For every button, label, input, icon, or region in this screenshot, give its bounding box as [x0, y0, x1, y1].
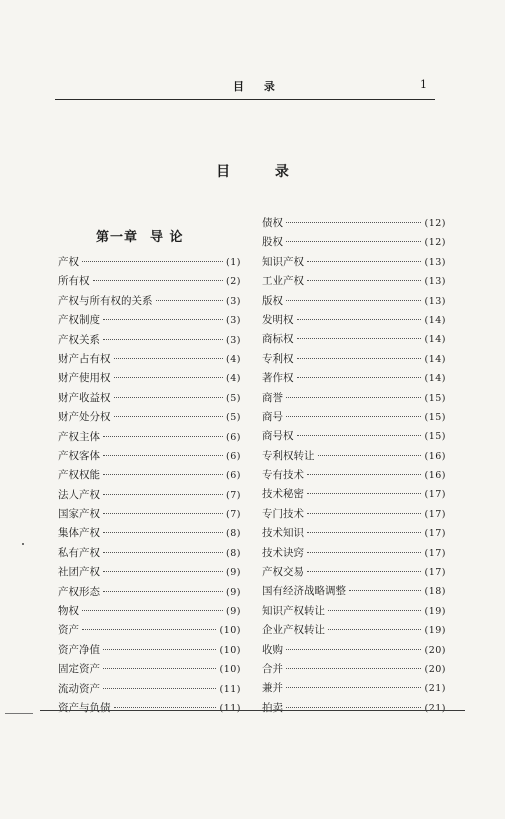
- toc-entry-page: (14): [424, 314, 446, 326]
- toc-leader-dots: [297, 434, 422, 436]
- toc-entry: [262, 524, 446, 543]
- toc-entry-page: (13): [424, 276, 446, 288]
- toc-entry-page: (5): [226, 412, 241, 424]
- toc-entry-page: (17): [424, 528, 446, 540]
- toc-entry-term: 资产: [58, 624, 79, 637]
- toc-entry-term: 发明权: [262, 313, 294, 326]
- header-rule: [55, 99, 435, 100]
- toc-leader-dots: [82, 260, 223, 262]
- toc-entry-term: 产权关系: [58, 333, 100, 346]
- toc-leader-dots: [103, 551, 223, 553]
- toc-leader-dots: [286, 686, 421, 688]
- toc-entry-page: (11): [219, 702, 241, 714]
- toc-entry-term: 合并: [262, 662, 283, 675]
- toc-leader-dots: [103, 473, 223, 475]
- toc-entry: [58, 563, 241, 582]
- toc-entry: [262, 699, 446, 718]
- toc-entry-page: (20): [424, 644, 446, 656]
- toc-leader-dots: [307, 570, 421, 572]
- toc-entry-page: (17): [424, 489, 446, 501]
- toc-entry: [58, 311, 241, 330]
- toc-entry-term: 财产处分权: [58, 411, 111, 424]
- toc-entry-page: (4): [226, 373, 241, 385]
- toc-entry: [58, 331, 241, 350]
- scan-speck: [22, 543, 24, 545]
- toc-leader-dots: [103, 687, 216, 689]
- toc-entry-page: (18): [424, 586, 446, 598]
- toc-leader-dots: [103, 435, 223, 437]
- toc-entry-page: (16): [424, 450, 446, 462]
- toc-entry-page: (9): [226, 567, 241, 579]
- toc-entry-term: 版权: [262, 294, 283, 307]
- toc-entry-page: (6): [226, 431, 241, 443]
- toc-entry-page: (15): [424, 411, 446, 423]
- toc-leader-dots: [103, 493, 223, 495]
- toc-leader-dots: [286, 221, 421, 223]
- toc-entry-page: (16): [424, 470, 446, 482]
- toc-entry-page: (12): [424, 237, 446, 249]
- toc-entry-page: (21): [424, 683, 446, 695]
- toc-leader-dots: [156, 299, 224, 301]
- toc-entry-page: (15): [424, 392, 446, 404]
- toc-entry-term: 产权主体: [58, 430, 100, 443]
- toc-entry: [58, 583, 241, 602]
- toc-entry-term: 专门技术: [262, 507, 304, 520]
- toc-leader-dots: [307, 260, 421, 262]
- toc-entry: [262, 330, 446, 349]
- toc-leader-dots: [328, 628, 421, 630]
- toc-entry-term: 产权制度: [58, 314, 100, 327]
- toc-entry-page: (13): [424, 256, 446, 268]
- toc-entry: [262, 427, 446, 446]
- toc-entry-term: 商号权: [262, 430, 294, 443]
- toc-leader-dots: [297, 318, 422, 320]
- running-head: [0, 78, 505, 94]
- toc-entry-page: (10): [219, 644, 241, 656]
- toc-leader-dots: [307, 531, 421, 533]
- toc-entry-page: (10): [219, 625, 241, 637]
- chapter-title: 导 论: [150, 230, 184, 245]
- toc-entry: [58, 369, 241, 388]
- toc-entry-term: 法人产权: [58, 488, 100, 501]
- toc-entry-page: (14): [424, 373, 446, 385]
- toc-entry-term: 债权: [262, 217, 283, 229]
- toc-entry: [262, 350, 446, 369]
- toc-entry-page: (13): [424, 295, 446, 307]
- toc-entry: [58, 389, 241, 408]
- toc-entry: [262, 660, 446, 679]
- toc-entry: [262, 505, 446, 524]
- toc-leader-dots: [286, 415, 421, 417]
- footer-rule: [40, 710, 465, 711]
- toc-leader-dots: [103, 648, 216, 650]
- toc-leader-dots: [114, 415, 224, 417]
- toc-entry: [262, 621, 446, 640]
- toc-entry-page: (4): [226, 353, 241, 365]
- toc-entry-page: (21): [424, 702, 446, 714]
- toc-leader-dots: [103, 531, 223, 533]
- toc-entry-term: 集体产权: [58, 527, 100, 540]
- toc-leader-dots: [307, 473, 421, 475]
- toc-right-column: [262, 214, 446, 718]
- toc-entry-term: 固定资产: [58, 663, 100, 676]
- toc-leader-dots: [286, 706, 421, 708]
- toc-entry: [58, 486, 241, 505]
- toc-entry-page: (12): [424, 218, 446, 229]
- toc-leader-dots: [82, 609, 223, 611]
- toc-entry-term: 知识产权转让: [262, 604, 325, 617]
- toc-entry: [58, 292, 241, 311]
- toc-leader-dots: [286, 299, 421, 301]
- toc-entry: [262, 641, 446, 660]
- toc-leader-dots: [286, 396, 421, 398]
- toc-entry-term: 技术知识: [262, 527, 304, 540]
- toc-entry-page: (6): [226, 450, 241, 462]
- toc-leader-dots: [114, 706, 217, 708]
- toc-leader-dots: [114, 396, 224, 398]
- toc-entry-term: 股权: [262, 236, 283, 249]
- toc-entry: [262, 272, 446, 291]
- toc-entry-page: (9): [226, 606, 241, 618]
- toc-entry: [262, 253, 446, 272]
- toc-entry: [58, 428, 241, 447]
- toc-entry: [262, 602, 446, 621]
- toc-entry-term: 所有权: [58, 275, 90, 288]
- toc-entry-term: 财产占有权: [58, 352, 111, 365]
- toc-entry-page: (7): [226, 509, 241, 521]
- toc-entry: [58, 544, 241, 563]
- toc-entry-term: 专利权: [262, 352, 294, 365]
- toc-entry-term: 产权权能: [58, 469, 100, 482]
- toc-entry: [58, 602, 241, 621]
- toc-entry: [58, 621, 241, 640]
- toc-leader-dots: [93, 279, 224, 281]
- toc-leader-dots: [82, 628, 216, 630]
- toc-entry-term: 兼并: [262, 682, 283, 695]
- toc-entry-page: (17): [424, 567, 446, 579]
- toc-entry-term: 产权客体: [58, 449, 100, 462]
- toc-entry-page: (8): [226, 547, 241, 559]
- toc-leader-dots: [103, 667, 216, 669]
- toc-entry-term: 国有经济战略调整: [262, 585, 346, 598]
- toc-entry: [262, 582, 446, 601]
- page-title: 目 录: [216, 164, 309, 180]
- toc-entry-page: (20): [424, 663, 446, 675]
- toc-entry: [262, 466, 446, 485]
- toc-leader-dots: [103, 338, 223, 340]
- toc-entry-page: (3): [226, 315, 241, 327]
- toc-entry: [58, 408, 241, 427]
- toc-entry-term: 物权: [58, 605, 79, 618]
- toc-entry-term: 财产使用权: [58, 372, 111, 385]
- chapter-label: 第一章: [96, 230, 139, 245]
- toc-entry-page: (2): [226, 276, 241, 288]
- toc-entry: [262, 389, 446, 408]
- toc-entry-term: 产权形态: [58, 585, 100, 598]
- toc-entry: [58, 447, 241, 466]
- toc-entry: [58, 350, 241, 369]
- toc-leader-dots: [318, 454, 422, 456]
- toc-entry-page: (6): [226, 470, 241, 482]
- toc-leader-dots: [286, 648, 421, 650]
- toc-entry: [262, 544, 446, 563]
- toc-leader-dots: [307, 551, 421, 553]
- toc-leader-dots: [328, 609, 421, 611]
- toc-entry-page: (1): [226, 257, 241, 268]
- toc-entry-term: 财产收益权: [58, 391, 111, 404]
- toc-entry-term: 资产与负债: [58, 701, 111, 714]
- toc-entry-page: (17): [424, 547, 446, 559]
- running-head-title: 目 录: [233, 80, 283, 93]
- toc-leader-dots: [297, 357, 422, 359]
- toc-entry-page: (9): [226, 586, 241, 598]
- toc-entry: [262, 292, 446, 311]
- toc-left-column: [58, 253, 241, 718]
- toc-entry: [58, 660, 241, 679]
- toc-entry: [58, 466, 241, 485]
- toc-entry: [262, 408, 446, 427]
- toc-leader-dots: [307, 279, 421, 281]
- toc-entry: [262, 447, 446, 466]
- toc-entry-term: 社团产权: [58, 566, 100, 579]
- toc-entry: [58, 272, 241, 291]
- toc-entry: [262, 214, 446, 233]
- toc-entry-page: (8): [226, 528, 241, 540]
- toc-entry-term: 商誉: [262, 391, 283, 404]
- toc-entry-page: (11): [219, 683, 241, 695]
- toc-entry: [58, 505, 241, 524]
- toc-entry-page: (17): [424, 508, 446, 520]
- toc-leader-dots: [297, 337, 422, 339]
- toc-leader-dots: [297, 376, 422, 378]
- toc-leader-dots: [103, 454, 223, 456]
- toc-leader-dots: [286, 240, 421, 242]
- toc-leader-dots: [103, 590, 223, 592]
- toc-entry: [262, 369, 446, 388]
- toc-entry-term: 专利权转让: [262, 449, 315, 462]
- toc-entry: [58, 641, 241, 660]
- toc-entry-term: 技术秘密: [262, 488, 304, 501]
- toc-entry-term: 拍卖: [262, 701, 283, 714]
- toc-leader-dots: [307, 492, 421, 494]
- toc-entry-term: 商标权: [262, 333, 294, 346]
- toc-leader-dots: [307, 512, 421, 514]
- toc-entry: [262, 311, 446, 330]
- toc-entry: [58, 253, 241, 272]
- toc-entry-term: 著作权: [262, 372, 294, 385]
- toc-leader-dots: [349, 589, 421, 591]
- toc-entry-term: 流动资产: [58, 682, 100, 695]
- toc-entry-term: 资产净值: [58, 643, 100, 656]
- toc-entry: [262, 233, 446, 252]
- toc-entry-page: (14): [424, 353, 446, 365]
- toc-leader-dots: [114, 357, 224, 359]
- toc-entry-page: (19): [424, 625, 446, 637]
- toc-entry: [58, 699, 241, 718]
- toc-entry-term: 工业产权: [262, 275, 304, 288]
- toc-entry: [262, 485, 446, 504]
- toc-leader-dots: [103, 318, 223, 320]
- toc-entry-term: 产权交易: [262, 566, 304, 579]
- toc-leader-dots: [286, 667, 421, 669]
- toc-entry-term: 技术诀窍: [262, 546, 304, 559]
- toc-entry-term: 知识产权: [262, 255, 304, 268]
- toc-entry-term: 国家产权: [58, 508, 100, 521]
- toc-entry-page: (3): [226, 295, 241, 307]
- toc-entry-page: (10): [219, 664, 241, 676]
- toc-entry-page: (19): [424, 605, 446, 617]
- toc-leader-dots: [114, 376, 224, 378]
- toc-entry: [262, 563, 446, 582]
- toc-leader-dots: [103, 512, 223, 514]
- toc-entry-page: (15): [424, 431, 446, 443]
- toc-entry-page: (5): [226, 392, 241, 404]
- toc-entry: [58, 524, 241, 543]
- toc-entry-term: 收购: [262, 643, 283, 656]
- footer-rule-fragment: [5, 713, 33, 714]
- toc-entry-term: 商号: [262, 410, 283, 423]
- chapter-heading: [96, 226, 196, 245]
- toc-entry-page: (3): [226, 334, 241, 346]
- toc-entry-term: 私有产权: [58, 546, 100, 559]
- toc-entry: [262, 679, 446, 698]
- toc-entry: [58, 680, 241, 699]
- toc-entry-page: (7): [226, 489, 241, 501]
- toc-entry-term: 产权: [58, 256, 79, 268]
- toc-leader-dots: [103, 570, 223, 572]
- toc-entry-term: 企业产权转让: [262, 624, 325, 637]
- toc-entry-term: 专有技术: [262, 469, 304, 482]
- toc-entry-term: 产权与所有权的关系: [58, 294, 153, 307]
- toc-entry-page: (14): [424, 334, 446, 346]
- page-number: 1: [420, 78, 427, 91]
